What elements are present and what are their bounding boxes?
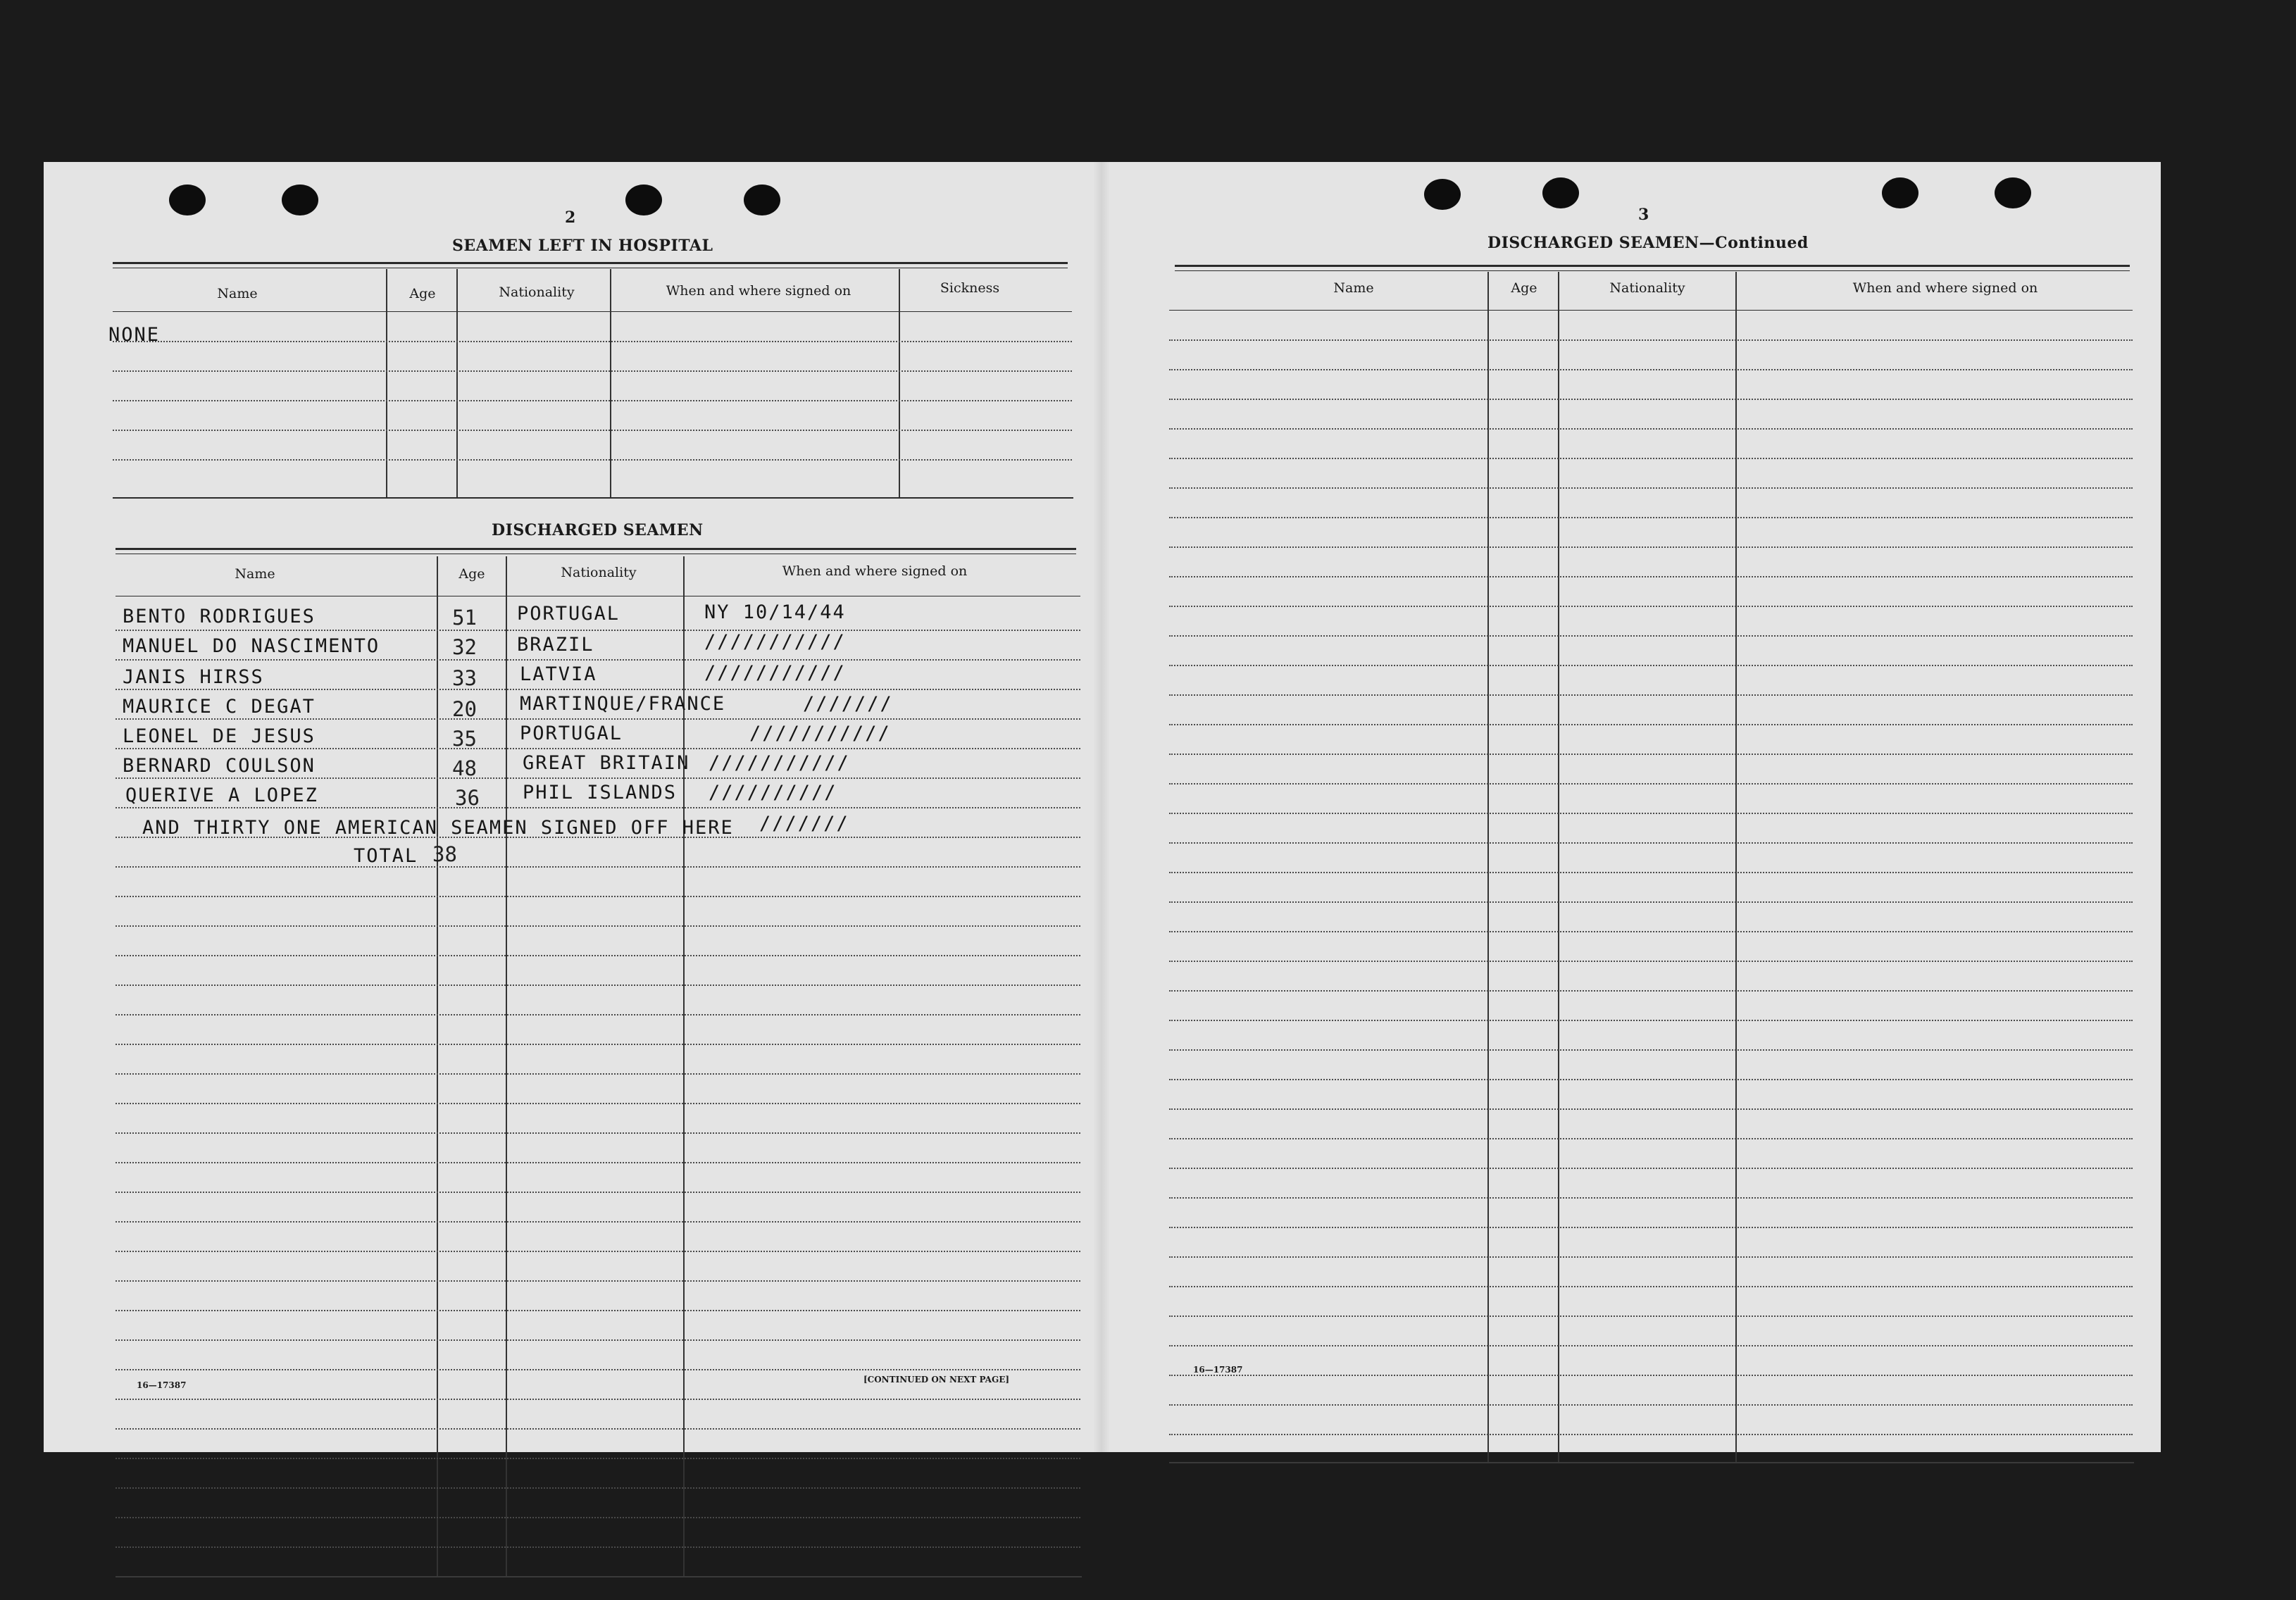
- seaman-name: LEONEL DE JESUS: [123, 725, 316, 747]
- punch-hole: [744, 185, 780, 215]
- page-number-left: 2: [565, 208, 576, 227]
- seaman-nationality: PORTUGAL: [517, 603, 620, 625]
- seaman-name: MANUEL DO NASCIMENTO: [123, 635, 380, 657]
- seaman-name: BERNARD COULSON: [123, 755, 316, 777]
- discharged-continued-main: DISCHARGED SEAMEN: [1487, 234, 1699, 252]
- seaman-age: 36: [455, 786, 480, 810]
- discharged-section-title: DISCHARGED SEAMEN: [492, 521, 704, 539]
- seaman-age: 35: [452, 727, 477, 751]
- hospital-none-entry: NONE: [108, 324, 161, 346]
- right-col-signed-on: When and where signed on: [1852, 280, 2038, 296]
- continued-note: [CONTINUED ON NEXT PAGE]: [863, 1375, 1010, 1385]
- seaman-signed-on: ///////////: [704, 662, 846, 684]
- seaman-nationality: BRAZIL: [517, 634, 594, 656]
- discharged-col-nationality: Nationality: [561, 565, 637, 580]
- seaman-age: 32: [452, 635, 477, 659]
- seaman-signed-on: //////////: [709, 782, 837, 804]
- american-seamen-note: AND THIRTY ONE AMERICAN SEAMEN SIGNED OFF HERE: [142, 817, 734, 839]
- punch-hole: [1542, 177, 1579, 208]
- seaman-age: 20: [452, 697, 477, 721]
- log-sheet: [44, 162, 2161, 1452]
- discharged-continued-title: [1487, 234, 1809, 252]
- seaman-name: JANIS HIRSS: [123, 666, 264, 688]
- seaman-signed-on: NY 10/14/44: [704, 601, 846, 623]
- hospital-col-sickness: Sickness: [940, 280, 1000, 296]
- discharged-col-age: Age: [458, 566, 485, 582]
- seaman-signed-on: ///////////: [749, 723, 891, 744]
- right-col-name: Name: [1333, 280, 1374, 296]
- seaman-signed-on: ///////////: [704, 631, 846, 653]
- seaman-name: MAURICE C DEGAT: [123, 696, 316, 718]
- punch-hole: [169, 185, 206, 215]
- seaman-nationality: LATVIA: [520, 663, 597, 685]
- hospital-col-age: Age: [409, 286, 436, 301]
- seaman-name: BENTO RODRIGUES: [123, 606, 316, 627]
- punch-hole: [1995, 177, 2031, 208]
- seaman-age: 48: [452, 756, 477, 780]
- seaman-nationality: MARTINQUE/FRANCE: [520, 693, 726, 715]
- hospital-col-nationality: Nationality: [499, 285, 575, 300]
- seaman-age: 33: [452, 666, 477, 690]
- punch-hole: [625, 185, 662, 215]
- right-col-nationality: Nationality: [1609, 280, 1685, 296]
- seaman-nationality: PHIL ISLANDS: [523, 782, 678, 804]
- punch-hole: [282, 185, 318, 215]
- total-value: 38: [432, 842, 457, 866]
- seaman-signed-on: ///////: [803, 693, 893, 715]
- page-number-right: 3: [1638, 206, 1649, 224]
- seaman-name: QUERIVE A LOPEZ: [125, 785, 318, 806]
- hospital-col-signed-on: When and where signed on: [666, 283, 851, 299]
- punch-hole: [1424, 179, 1461, 210]
- total-label: TOTAL: [354, 845, 418, 867]
- hospital-col-name: Name: [217, 286, 258, 301]
- discharged-continued-suffix: —Continued: [1699, 234, 1809, 252]
- american-seamen-marks: ///////: [759, 813, 849, 835]
- seaman-age: 51: [452, 606, 477, 630]
- seaman-signed-on: ///////////: [709, 752, 850, 774]
- seaman-nationality: PORTUGAL: [520, 723, 623, 744]
- punch-hole: [1882, 177, 1918, 208]
- right-col-age: Age: [1511, 280, 1537, 296]
- discharged-col-signed-on: When and where signed on: [782, 563, 968, 579]
- form-number-right: 16—17387: [1193, 1365, 1243, 1375]
- form-number-left: 16—17387: [137, 1380, 187, 1390]
- hospital-section-title: SEAMEN LEFT IN HOSPITAL: [452, 237, 713, 255]
- discharged-col-name: Name: [235, 566, 275, 582]
- seaman-nationality: GREAT BRITAIN: [523, 752, 690, 774]
